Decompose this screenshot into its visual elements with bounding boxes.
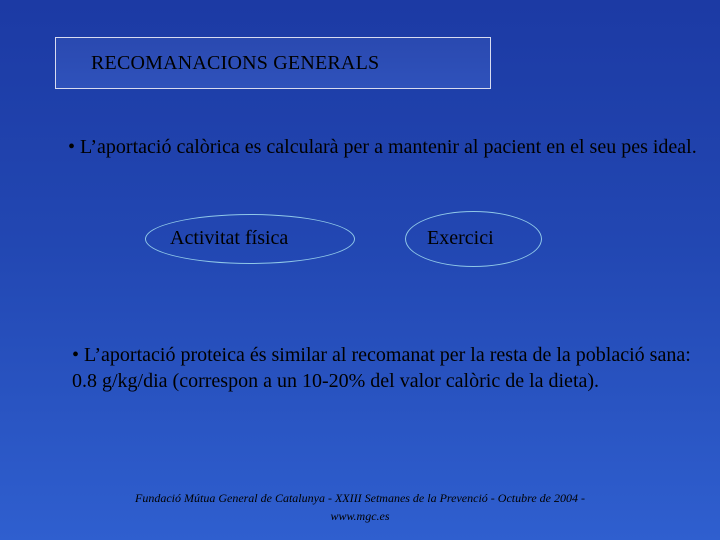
title-box xyxy=(55,37,491,89)
paragraph-caloric: • L’aportació calòrica es calcularà per a mantenir al pacient en el seu pes ideal. xyxy=(68,136,697,158)
slide-title: RECOMANACIONS GENERALS xyxy=(91,52,380,74)
ellipse-label-activitat-fisica: Activitat física xyxy=(170,227,289,249)
ellipse-label-exercici: Exercici xyxy=(427,227,494,249)
footer xyxy=(80,489,640,525)
footer-line-1: Fundació Mútua General de Catalunya - XXIII Setmanes de la Prevenció - Octubre de 2004 - xyxy=(135,491,585,505)
paragraph-protein: • L’aportació proteica és similar al recomanat per la resta de la població sana: 0.8 g/kg/dia (correspon a un 10-20% del valor calòric de la dieta). xyxy=(72,344,691,392)
footer-url: www.mgc.es xyxy=(330,509,390,523)
